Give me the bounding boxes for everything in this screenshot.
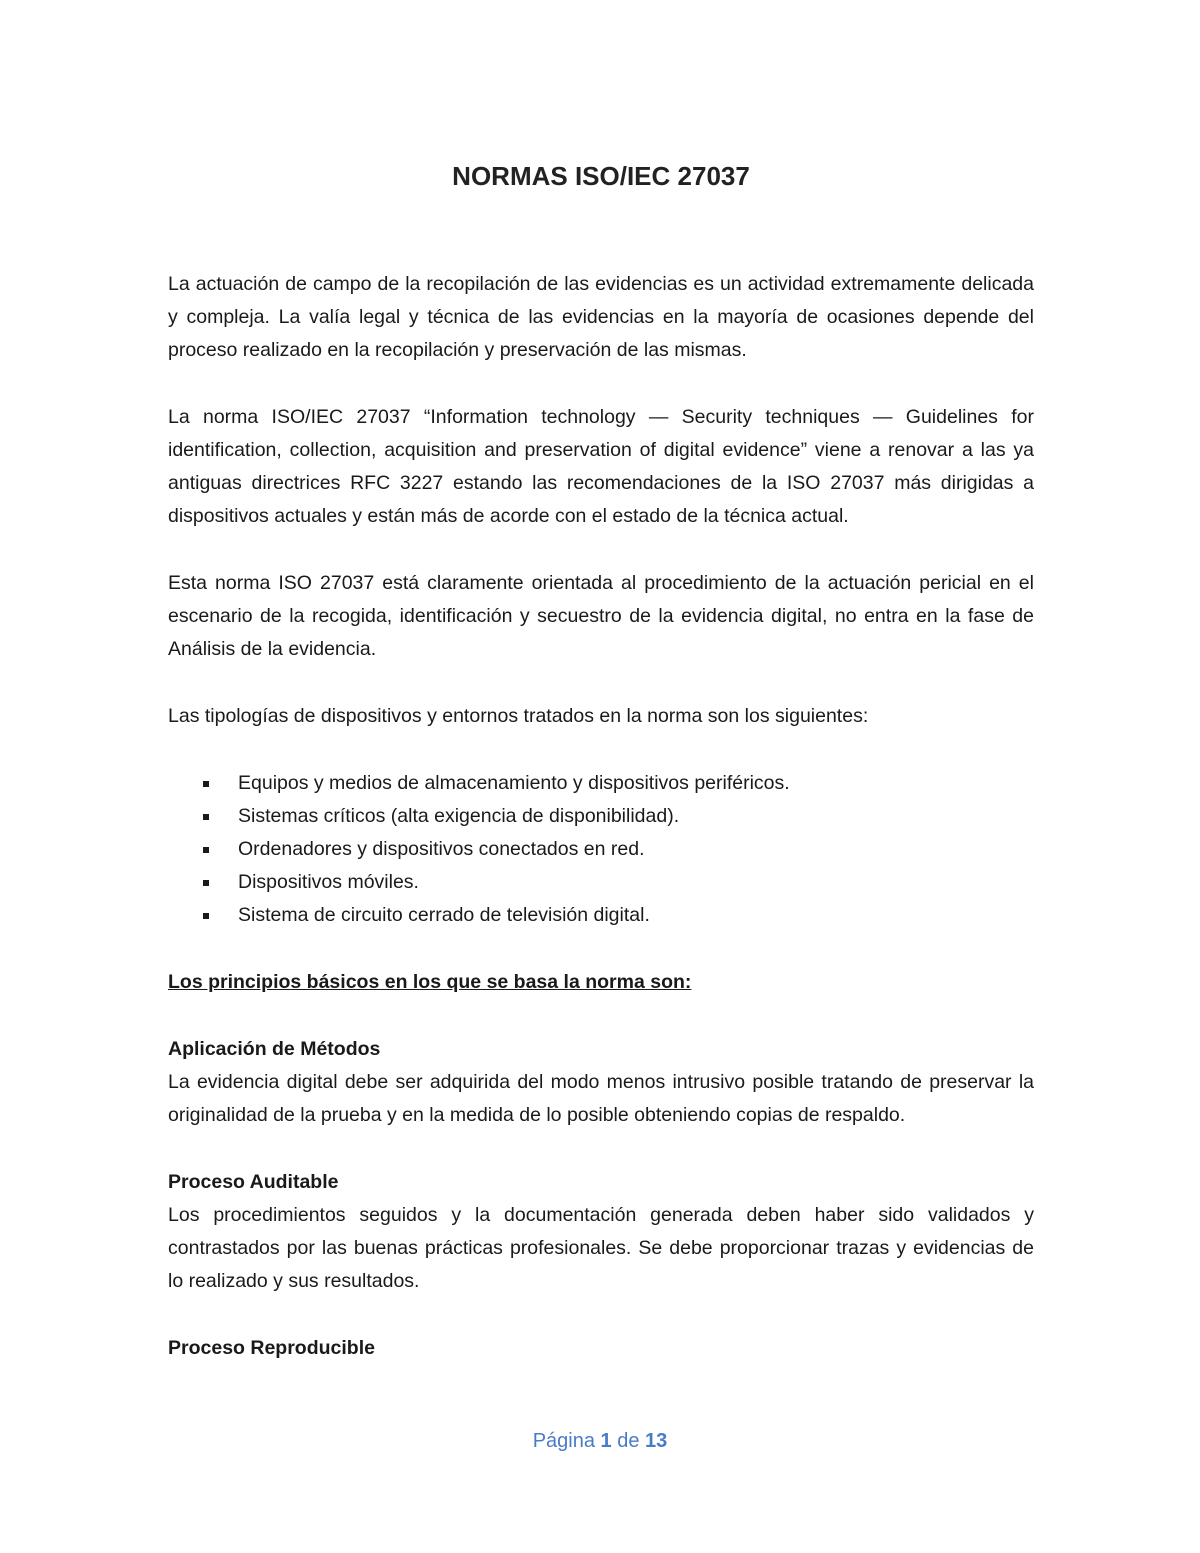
- principle-block: [168, 1166, 1034, 1298]
- list-item-text: Sistemas críticos (alta exigencia de disponibilidad).: [238, 805, 680, 827]
- page-total: 13: [645, 1430, 668, 1452]
- page-footer: [0, 1425, 1200, 1457]
- page-label: Página: [532, 1430, 595, 1452]
- list-item: [168, 866, 1034, 899]
- bullet-icon: [203, 847, 209, 853]
- list-item-text: Equipos y medios de almacenamiento y dispositivos periféricos.: [238, 772, 790, 794]
- document-body: [168, 158, 1034, 1399]
- principle-heading: Aplicación de Métodos: [168, 1038, 381, 1060]
- bullet-icon: [203, 913, 209, 919]
- paragraph-tipologias: Las tipologías de dispositivos y entornos tratados en la norma son los siguientes:: [168, 705, 869, 727]
- page-sep: de: [617, 1430, 640, 1452]
- list-item-text: Ordenadores y dispositivos conectados en red.: [238, 838, 645, 860]
- device-list: [168, 767, 1034, 932]
- list-item: [168, 767, 1034, 800]
- principle-text: Los procedimientos seguidos y la documentación generada deben haber sido validados y contrastados por las buenas prácticas profesionales. Se debe proporcionar trazas y evidencias de lo realizado y sus resultados.: [168, 1204, 1034, 1292]
- document-title: NORMAS ISO/IEC 27037: [452, 161, 750, 191]
- list-item-text: Dispositivos móviles.: [238, 871, 419, 893]
- principle-text: La evidencia digital debe ser adquirida del modo menos intrusivo posible tratando de preservar la originalidad de la prueba y en la medida de lo posible obteniendo copias de respaldo.: [168, 1071, 1034, 1126]
- principle-heading: Proceso Reproducible: [168, 1337, 375, 1359]
- principle-block: [168, 1033, 1034, 1132]
- list-item-text: Sistema de circuito cerrado de televisión digital.: [238, 904, 650, 926]
- principles-heading: Los principios básicos en los que se basa la norma son:: [168, 971, 692, 993]
- list-item: [168, 899, 1034, 932]
- bullet-icon: [203, 880, 209, 886]
- list-item: [168, 833, 1034, 866]
- bullet-icon: [203, 781, 209, 787]
- paragraph-orientation: Esta norma ISO 27037 está claramente orientada al procedimiento de la actuación pericial en el escenario de la recogida, identificación y secuestro de la evidencia digital, no entra en la fase de Análisis de la evidencia.: [168, 572, 1034, 660]
- bullet-icon: [203, 814, 209, 820]
- list-item: [168, 800, 1034, 833]
- paragraph-norma: La norma ISO/IEC 27037 “Information technology — Security techniques — Guidelines for identification, collection, acquisition and preservation of digital evidence” viene a renovar a las ya antiguas directrices RFC 3227 estando las recomendaciones de la ISO 27037 más dirigidas a dispositivos actuales y están más de acorde con el estado de la técnica actual.: [168, 406, 1034, 527]
- principle-block: [168, 1332, 1034, 1365]
- page-current: 1: [600, 1430, 612, 1452]
- principle-heading: Proceso Auditable: [168, 1171, 339, 1193]
- paragraph-intro: La actuación de campo de la recopilación de las evidencias es un actividad extremamente delicada y compleja. La valía legal y técnica de las evidencias en la mayoría de ocasiones depende del proceso realizado en la recopilación y preservación de las mismas.: [168, 273, 1034, 361]
